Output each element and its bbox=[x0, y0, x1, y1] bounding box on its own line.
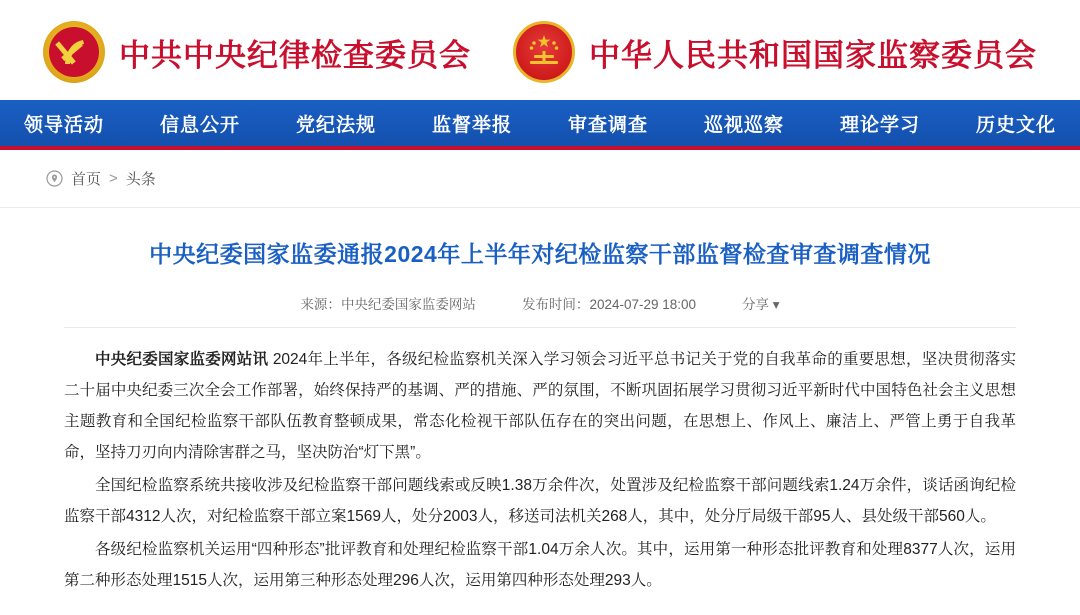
national-emblem-icon bbox=[513, 21, 575, 83]
article-meta bbox=[64, 293, 1016, 328]
site-header bbox=[0, 0, 1080, 100]
article-lead: 中央纪委国家监委网站讯 bbox=[95, 351, 269, 368]
page-title: 中央纪委国家监委通报2024年上半年对纪检监察干部监督检查审查调查情况 bbox=[149, 241, 931, 267]
nav-item-0[interactable]: 领导活动 bbox=[23, 114, 104, 136]
source-label: 来源： bbox=[300, 297, 341, 312]
breadcrumb-bar bbox=[0, 150, 1080, 208]
main-navigation bbox=[0, 100, 1080, 146]
paragraph-1 bbox=[64, 344, 1016, 468]
article-body bbox=[64, 344, 1016, 596]
nav-item-3[interactable]: 监督举报 bbox=[431, 114, 512, 136]
article-container bbox=[0, 236, 1080, 596]
nav-item-5[interactable]: 巡视巡察 bbox=[704, 114, 785, 136]
nav-item-2[interactable]: 党纪法规 bbox=[295, 114, 376, 136]
source-value: 中央纪委国家监委网站 bbox=[340, 297, 476, 312]
paragraph-1-text: 2024年上半年，各级纪检监察机关深入学习领会习近平总书记关于党的自我革命的重要思想，坚决贯彻落实二十届中央纪委三次全会工作部署，始终保持严的基调、严的措施、严的氛围，不断巩固拓展学习贯彻习近平新时代中国特色社会主义思想主题教育和全国纪检监察干部队伍教育整顿成果，常态化检视干部队伍存在的突出问题，在思想上、作风上、廉洁上、严管上勇于自我革命，坚持刀刃向内清除害群之马，坚决防治“灯下黑”。 bbox=[64, 351, 1016, 461]
nav-item-7[interactable]: 历史文化 bbox=[976, 114, 1057, 136]
time-label: 发布时间： bbox=[521, 297, 590, 312]
breadcrumb bbox=[46, 168, 156, 189]
nav-item-6[interactable]: 理论学习 bbox=[840, 114, 921, 136]
paragraph-2: 全国纪检监察系统共接收涉及纪检监察干部问题线索或反映1.38万余件次，处置涉及纪检监察干部问题线索1.24万余件，谈话函询纪检监察干部4312人次，对纪检监察干部立案1569人，处分2003人，移送司法机关268人，其中，处分厅局级干部95人、县处级干部560人。 bbox=[64, 477, 1016, 525]
breadcrumb-current[interactable]: 头条 bbox=[125, 171, 156, 188]
article-source bbox=[300, 293, 476, 313]
org-ccdi bbox=[43, 21, 471, 83]
nav-item-4[interactable]: 审查调查 bbox=[568, 114, 649, 136]
hammer-sickle-icon bbox=[43, 21, 105, 83]
breadcrumb-separator: > bbox=[109, 170, 118, 187]
paragraph-3: 各级纪检监察机关运用“四种形态”批评教育和处理纪检监察干部1.04万余人次。其中，运用第一种形态批评教育和处理8377人次，运用第二种形态处理1515人次，运用第三种形态处理296人次，运用第四种形态处理293人。 bbox=[64, 541, 1016, 589]
org-ccdi-title: 中共中央纪律检查委员会 bbox=[119, 37, 471, 73]
org-nsc bbox=[513, 21, 1037, 83]
article-publish-time bbox=[522, 293, 696, 313]
nav-item-1[interactable]: 信息公开 bbox=[159, 114, 240, 136]
location-pin-icon bbox=[46, 170, 63, 187]
time-value: 2024-07-29 18:00 bbox=[589, 297, 697, 312]
share-dropdown[interactable]: 分享 ▾ bbox=[742, 297, 780, 312]
org-nsc-title: 中华人民共和国国家监察委员会 bbox=[589, 37, 1037, 73]
breadcrumb-home[interactable]: 首页 bbox=[71, 171, 102, 188]
